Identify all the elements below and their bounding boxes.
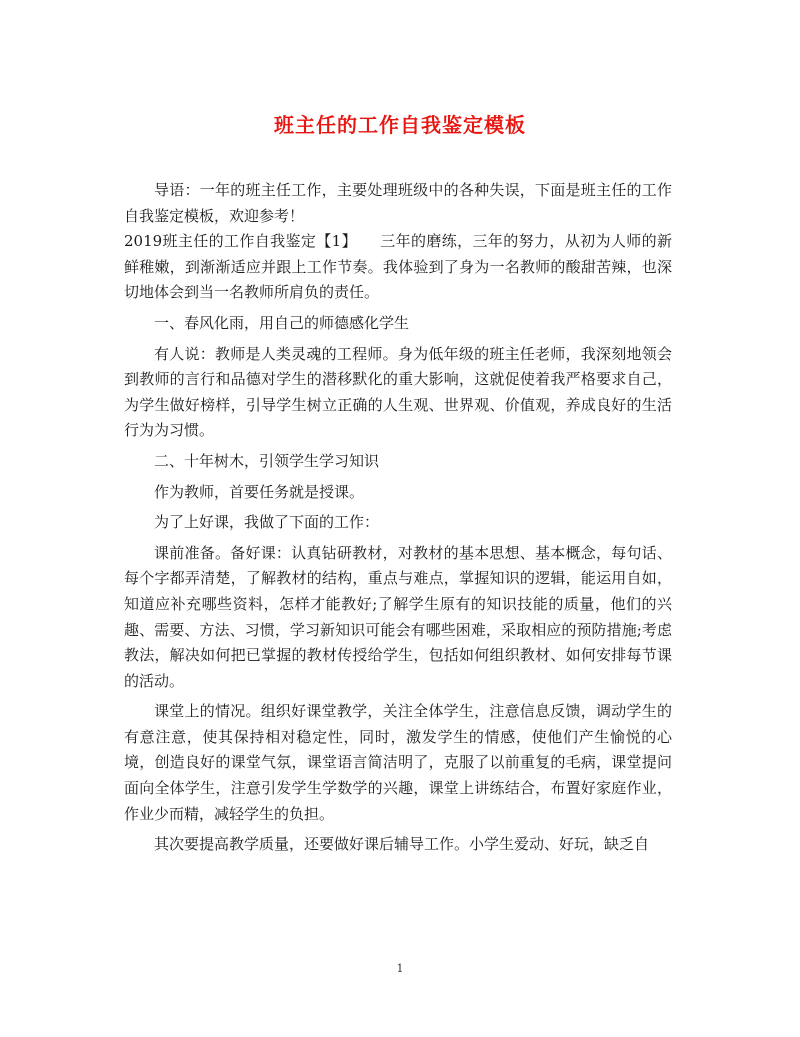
section-1-paragraph: 2019班主任的工作自我鉴定【1】 三年的磨练，三年的努力，从初为人师的新鲜稚嫩，到渐渐适应并跟上工作节奏。我体验到了身为一名教师的酸甜苦辣，也深切地体会到当一名教师所肩负的责任。 [124, 232, 672, 302]
work-intro-paragraph: 为了上好课，我做了下面的工作： [154, 513, 380, 532]
heading-one: 一、春风化雨，用自己的师德感化学生 [154, 313, 410, 332]
document-title: 班主任的工作自我鉴定模板 [274, 113, 526, 137]
intro-paragraph: 导语：一年的班主任工作，主要处理班级中的各种失误，下面是班主任的工作自我鉴定模板，欢迎参考！ [124, 181, 672, 225]
lesson-preparation-paragraph: 课前准备。备好课：认真钻研教材，对教材的基本思想、基本概念，每句话、每个字都弄清楚，了解教材的结构，重点与难点，掌握知识的逻辑，能运用自如，知道应补充哪些资料，怎样才能教好;了解学生原有的知识技能的质量，他们的兴趣、需要、方法、习惯，学习新知识可能会有哪些困难，采取相应的预防措施;考虑教法，解决如何把已掌握的教材传授给学生，包括如何组织教材、如何安排每节课的活动。 [124, 543, 672, 690]
heading-two: 二、十年树木，引领学生学习知识 [154, 451, 380, 470]
document-body [124, 178, 672, 858]
main-task-paragraph: 作为教师，首要任务就是授课。 [154, 482, 365, 501]
page-number: 1 [396, 962, 404, 975]
teacher-quote-paragraph: 有人说：教师是人类灵魂的工程师。身为低年级的班主任老师，我深刻地领会到教师的言行和品德对学生的潜移默化的重大影响，这就促使着我严格要求自己，为学生做好榜样，引导学生树立正确的人生观、世界观、价值观，养成良好的生活行为为习惯。 [124, 344, 672, 440]
classroom-paragraph: 课堂上的情况。组织好课堂教学，关注全体学生，注意信息反馈，调动学生的有意注意，使其保持相对稳定性，同时，激发学生的情感，使他们产生愉悦的心境，创造良好的课堂气氛，课堂语言简洁明了，克服了以前重复的毛病，课堂提问面向全体学生，注意引发学生学数学的兴趣，课堂上讲练结合，布置好家庭作业，作业少而精，减轻学生的负担。 [124, 702, 672, 823]
after-class-paragraph: 其次要提高教学质量，还要做好课后辅导工作。小学生爱动、好玩，缺乏自 [154, 835, 650, 854]
